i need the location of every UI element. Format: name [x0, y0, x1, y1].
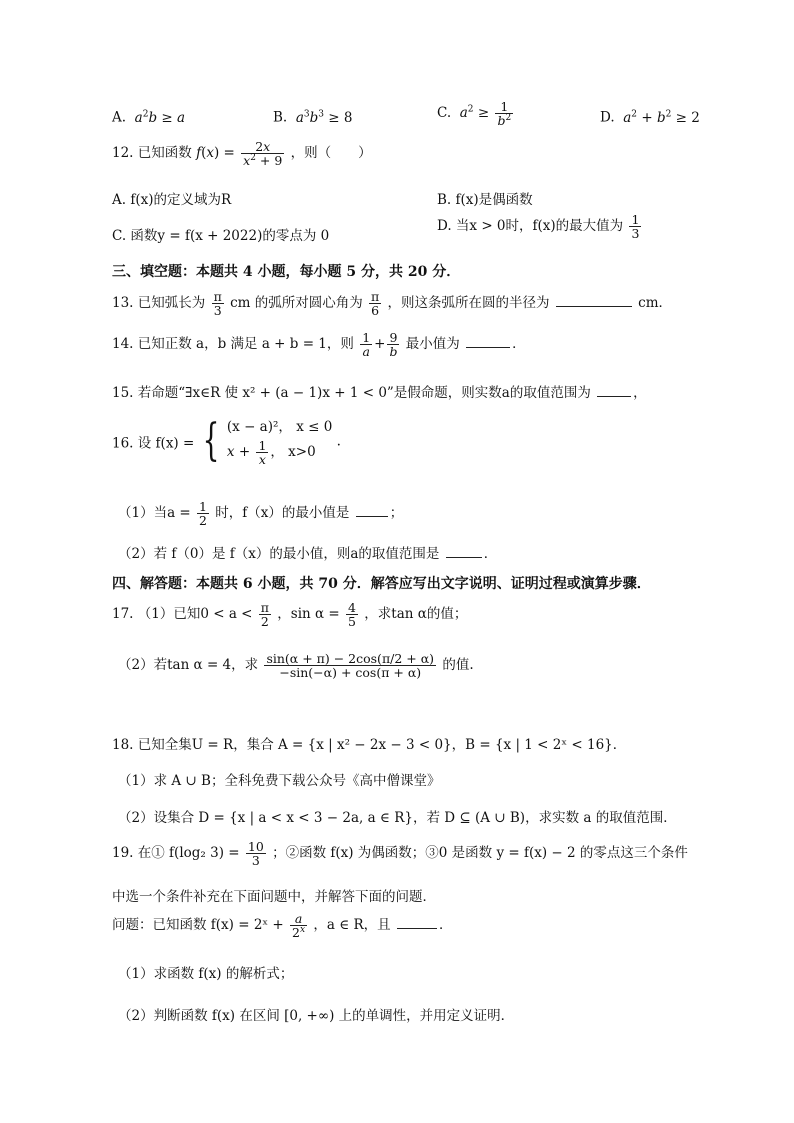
q16-part1-frac: $\frac{1}{2}$ [199, 499, 207, 529]
q17-part-2: （2）若tan α = 4，求 $\frac{\sin(\alpha + \pi) - 2\cos(\pi/2 + \alpha)}{-\sin(-\alpha) + \cos(\pi + \alpha)}$ 的值. [118, 651, 474, 681]
q17-part-1: 17. （1）已知0 < a < $\frac{\pi}{2}$ ，sin α = $\frac{4}{5}$ ，求tan α的值； [112, 600, 468, 630]
q19-condition-blank[interactable] [397, 916, 437, 929]
q16-part1-blank[interactable] [356, 504, 388, 517]
q14-answer-blank[interactable] [466, 335, 510, 348]
section-4-heading: 四、解答题：本题共 6 小题，共 70 分．解答应写出文字说明、证明过程或演算步骤． [112, 576, 651, 592]
q17-pi-half: $\frac{\pi}{2}$ [260, 600, 269, 630]
q11-option-d: D. $a^2 + b^2 \ge 2$ [600, 109, 700, 126]
q16-brace: { [202, 415, 220, 467]
q11-option-d-expr: $a^2 + b^2 \ge 2$ [623, 109, 700, 126]
q16-piecewise [227, 417, 332, 466]
q13-arc-frac: $\frac{\pi}{3}$ [213, 289, 222, 319]
q11-option-c: C. $a^2$ ≥ $\frac{1}{b^2}$ [437, 100, 515, 127]
q12-function-expr: f(x) = $\frac{2x}{x^2 + 9}$ [196, 139, 283, 169]
q18-part-2: （2）设集合 D = {x | a < x < 3 − 2a, a ∈ R}，若 D ⊆ (A ∪ B)，求实数 a 的取值范围． [118, 810, 677, 826]
q12-stem: 12. 已知函数 f(x) = $\frac{2x}{x^2 + 9}$ ，则（ ） [112, 139, 372, 169]
q16-part2-blank[interactable] [446, 545, 482, 558]
q15-answer-blank[interactable] [597, 384, 631, 397]
q19-part-2: （2）判断函数 f(x) 在区间 [0, +∞) 上的单调性，并用定义证明． [118, 1008, 515, 1024]
q11-option-a-expr: $a^2b \ge a$ [134, 109, 186, 126]
q12-option-a: A. f(x)的定义域为R [112, 192, 232, 208]
q11-option-c-expr: $a^2$ ≥ $\frac{1}{b^2}$ [459, 99, 512, 129]
q19-line-1: 19. 在① f(log₂ 3) = $\frac{10}{3}$ ；②函数 f(x) 为偶函数；③0 是函数 y = f(x) − 2 的零点这三个条件 [112, 839, 688, 869]
q16-case-1: (x − a)²， x ≤ 0 [226, 419, 333, 435]
q12-option-b: B. f(x)是偶函数 [437, 192, 533, 208]
q19-a-over-2x: $\frac{a}{2^x}$ [292, 911, 306, 941]
q19-line-2: 中选一个条件补充在下面问题中，并解答下面的问题． [112, 889, 436, 905]
q19-part-1: （1）求函数 f(x) 的解析式； [118, 966, 294, 982]
q12-option-d-frac: $\frac{1}{3}$ [631, 212, 640, 242]
q11-option-a: A. $a^2b \ge a$ [112, 109, 186, 126]
q11-option-b-expr: $a^3b^3 \ge 8$ [295, 109, 353, 126]
q14-frac-a: $\frac{1}{a}$ [362, 330, 371, 360]
q13: 13. 已知弧长为 $\frac{\pi}{3}$ cm 的弧所对圆心角为 $\frac{\pi}{6}$ ，则这条弧所在圆的半径为 cm． [112, 289, 673, 319]
q17-four-fifths: $\frac{4}{5}$ [348, 600, 356, 630]
q17-big-frac: $\frac{\sin(\alpha + \pi) - 2\cos(\pi/2 + \alpha)}{-\sin(-\alpha) + \cos(\pi + \alpha)}$ [266, 651, 435, 681]
q13-angle-frac: $\frac{\pi}{6}$ [371, 289, 380, 319]
q15: 15. 若命题“∃x∈R 使 x² + (a − 1)x + 1 < 0”是假命题，则实数a的取值范围为 ， [112, 385, 647, 401]
q18-part-1: （1）求 A ∪ B；全科免费下载公众号《高中僧课堂》 [118, 773, 441, 789]
q19-ten-thirds: $\frac{10}{3}$ [247, 839, 264, 869]
q16-case-2: x + $\frac{1}{x}$ ， x>0 [226, 437, 316, 467]
q14: 14. 已知正数 a，b 满足 a + b = 1，则 $\frac{1}{a}$ + $\frac{9}{b}$ 最小值为 ． [112, 330, 526, 360]
q13-answer-blank[interactable] [556, 294, 632, 307]
section-3-heading: 三、填空题：本题共 4 小题，每小题 5 分，共 20 分． [112, 264, 461, 280]
q16-function: 16. 设 f(x) = { (x − a)²， x ≤ 0 x + $\frac{1}{x}$ ， x>0 . [112, 415, 341, 467]
q14-frac-b: $\frac{9}{b}$ [389, 330, 398, 360]
q12-option-c: C. 函数y = f(x + 2022)的零点为 0 [112, 228, 330, 244]
q19-problem: 问题：已知函数 f(x) = 2ˣ + $\frac{a}{2^x}$ ，a ∈ R，且 ． [112, 911, 453, 941]
q16-part-2: （2）若 f（0）是 f（x）的最小值，则a的取值范围是 ． [118, 546, 498, 562]
q16-part-1: （1）当a = $\frac{1}{2}$ 时，f（x）的最小值是 ； [118, 499, 404, 529]
q18-stem: 18. 已知全集U = R，集合 A = {x | x² − 2x − 3 < 0}，B = {x | 1 < 2ˣ < 16}． [112, 737, 627, 753]
q12-option-d: D. 当x > 0时，f(x)的最大值为 $\frac{1}{3}$ [437, 212, 640, 242]
q11-option-b: B. $a^3b^3 \ge 8$ [273, 109, 353, 126]
